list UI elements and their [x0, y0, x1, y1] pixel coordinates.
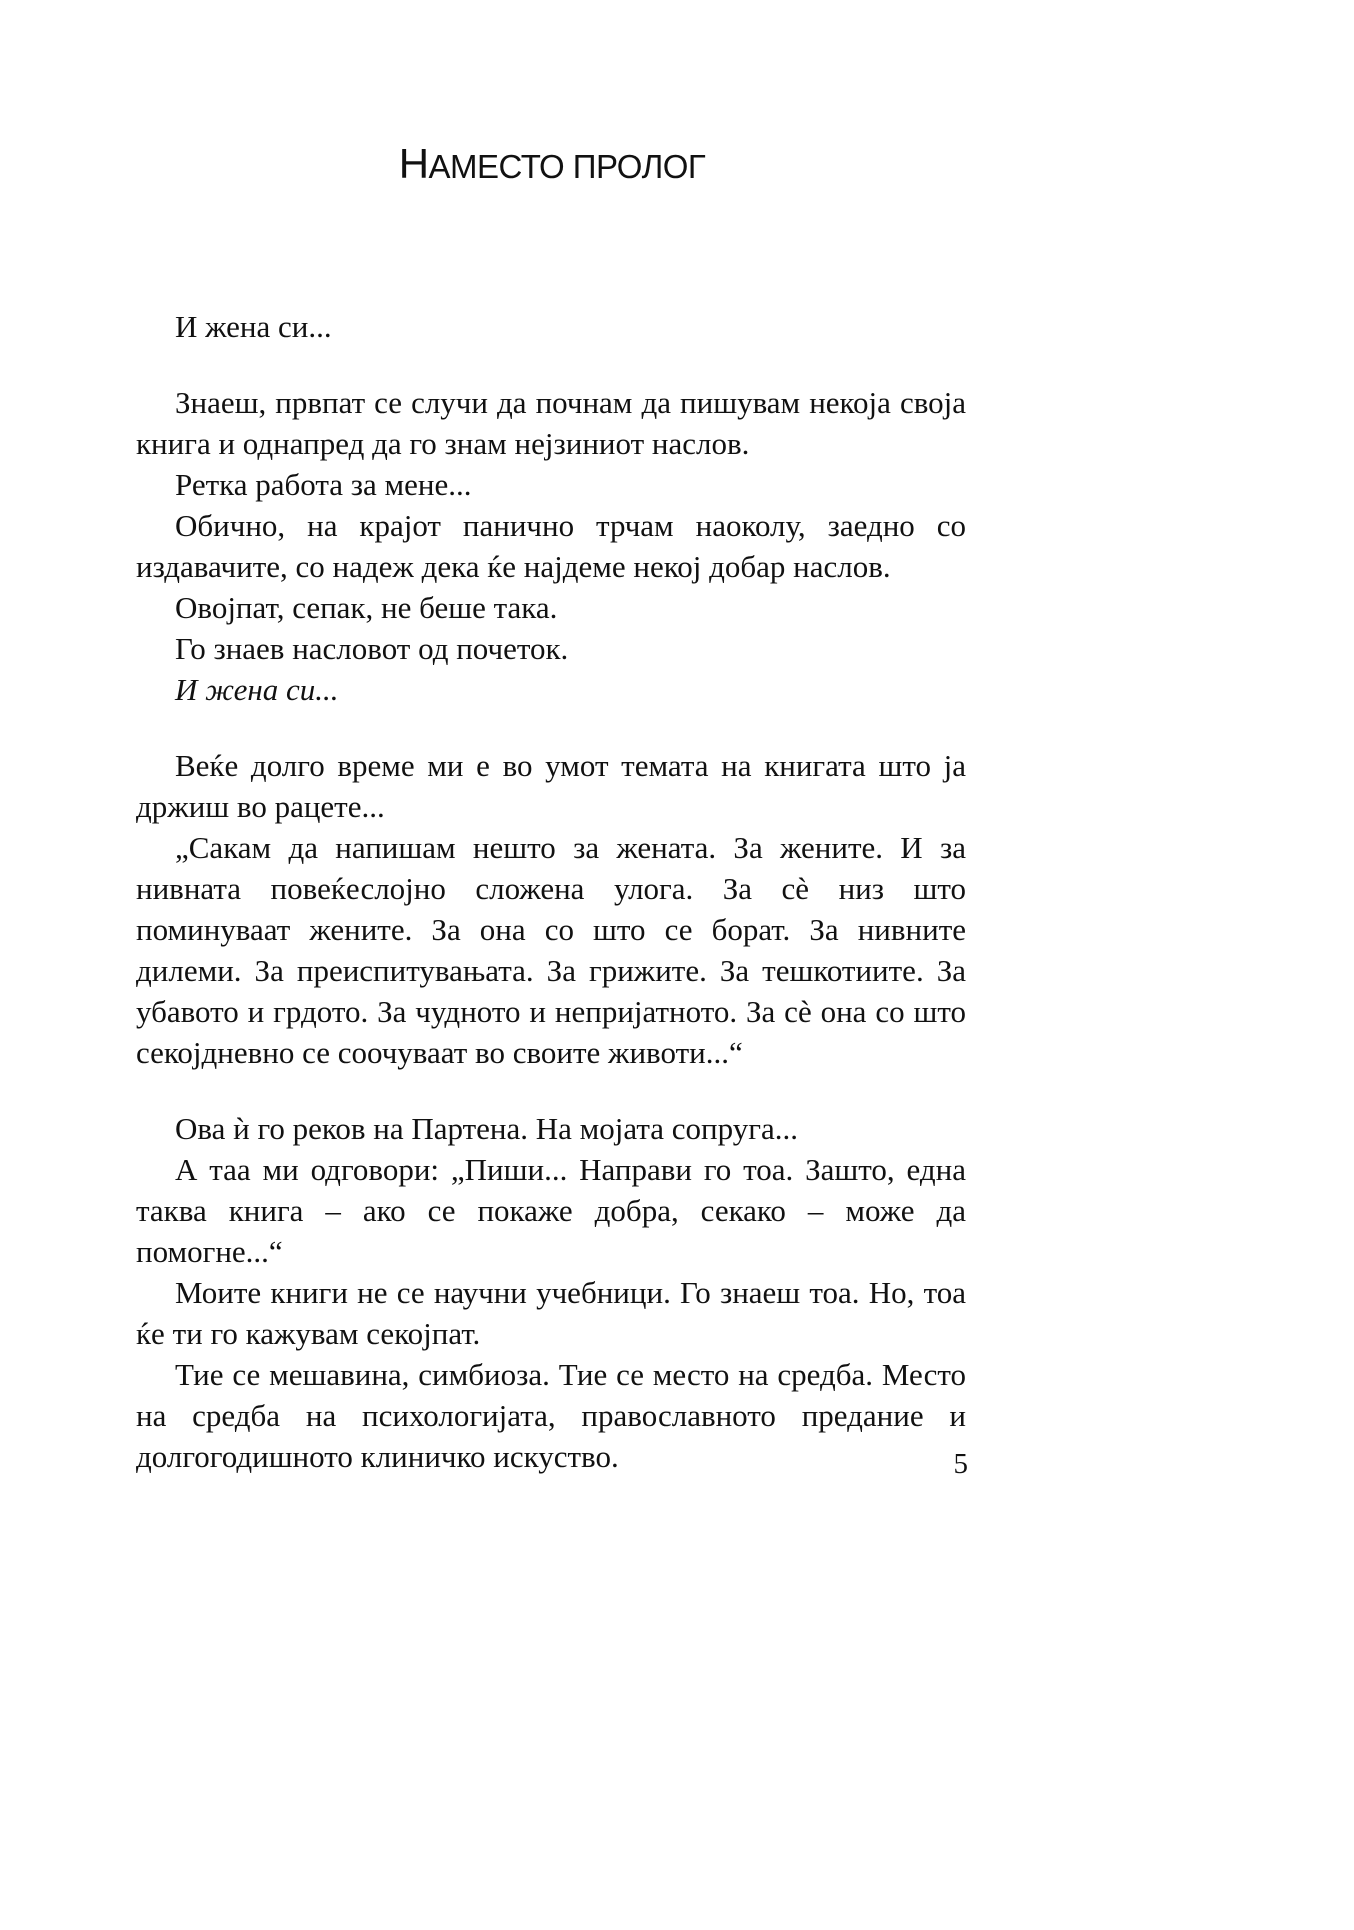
- paragraph: Моите книги не се научни учебници. Го знаеш тоа. Но, тоа ќе ти го кажувам секојпат.: [136, 1275, 966, 1351]
- chapter-title: [0, 140, 1104, 188]
- paragraph: А таа ми одговори: „Пиши... Направи го тоа. Зашто, една таква книга – ако се покаже добра, секако – може да помогне...“: [136, 1152, 966, 1269]
- paragraph: Веќе долго време ми е во умот темата на книгата што ја држиш во рацете...: [136, 748, 966, 824]
- page-number: 5: [953, 1448, 968, 1480]
- paragraph: И жена си...: [175, 309, 332, 344]
- chapter-title-rest: АМЕСТО ПРОЛОГ: [428, 148, 706, 185]
- paragraph: Обично, на крајот панично трчам наоколу, заедно со издавачите, со надеж дека ќе најдеме некој добар наслов.: [136, 508, 966, 584]
- chapter-title-initial: Н: [398, 140, 429, 187]
- chapter-body: [136, 306, 966, 1477]
- paragraph: Знаеш, првпат се случи да почнам да пишувам некоја своја книга и однапред да го знам нејзиниот наслов.: [136, 385, 966, 461]
- paragraph: Ова ѝ го реков на Партена. На мојата сопруга...: [175, 1111, 798, 1146]
- paragraph: Овојпат, сепак, не беше така.: [175, 590, 558, 625]
- paragraph: Го знаев насловот од почеток.: [175, 631, 569, 666]
- quoted-paragraph: „Сакам да напишам нешто за жената. За жените. И за нивната повеќеслојно сложена улога. За сè низ што поминуваат жените. За она со што се борат. За нивните дилеми. За преиспитувањата. За грижите. За тешкотиите. За убавото и грдото. За чудното и непријатното. За сè она со што секојдневно се соочуваат во своите животи...“: [136, 830, 966, 1070]
- paragraph-italic: И жена си...: [175, 672, 339, 707]
- paragraph: Ретка работа за мене...: [175, 467, 472, 502]
- paragraph: Тие се мешавина, симбиоза. Тие се место на средба. Место на средба на психологијата, православното предание и долгогодишното клиничко искуство.: [136, 1357, 966, 1474]
